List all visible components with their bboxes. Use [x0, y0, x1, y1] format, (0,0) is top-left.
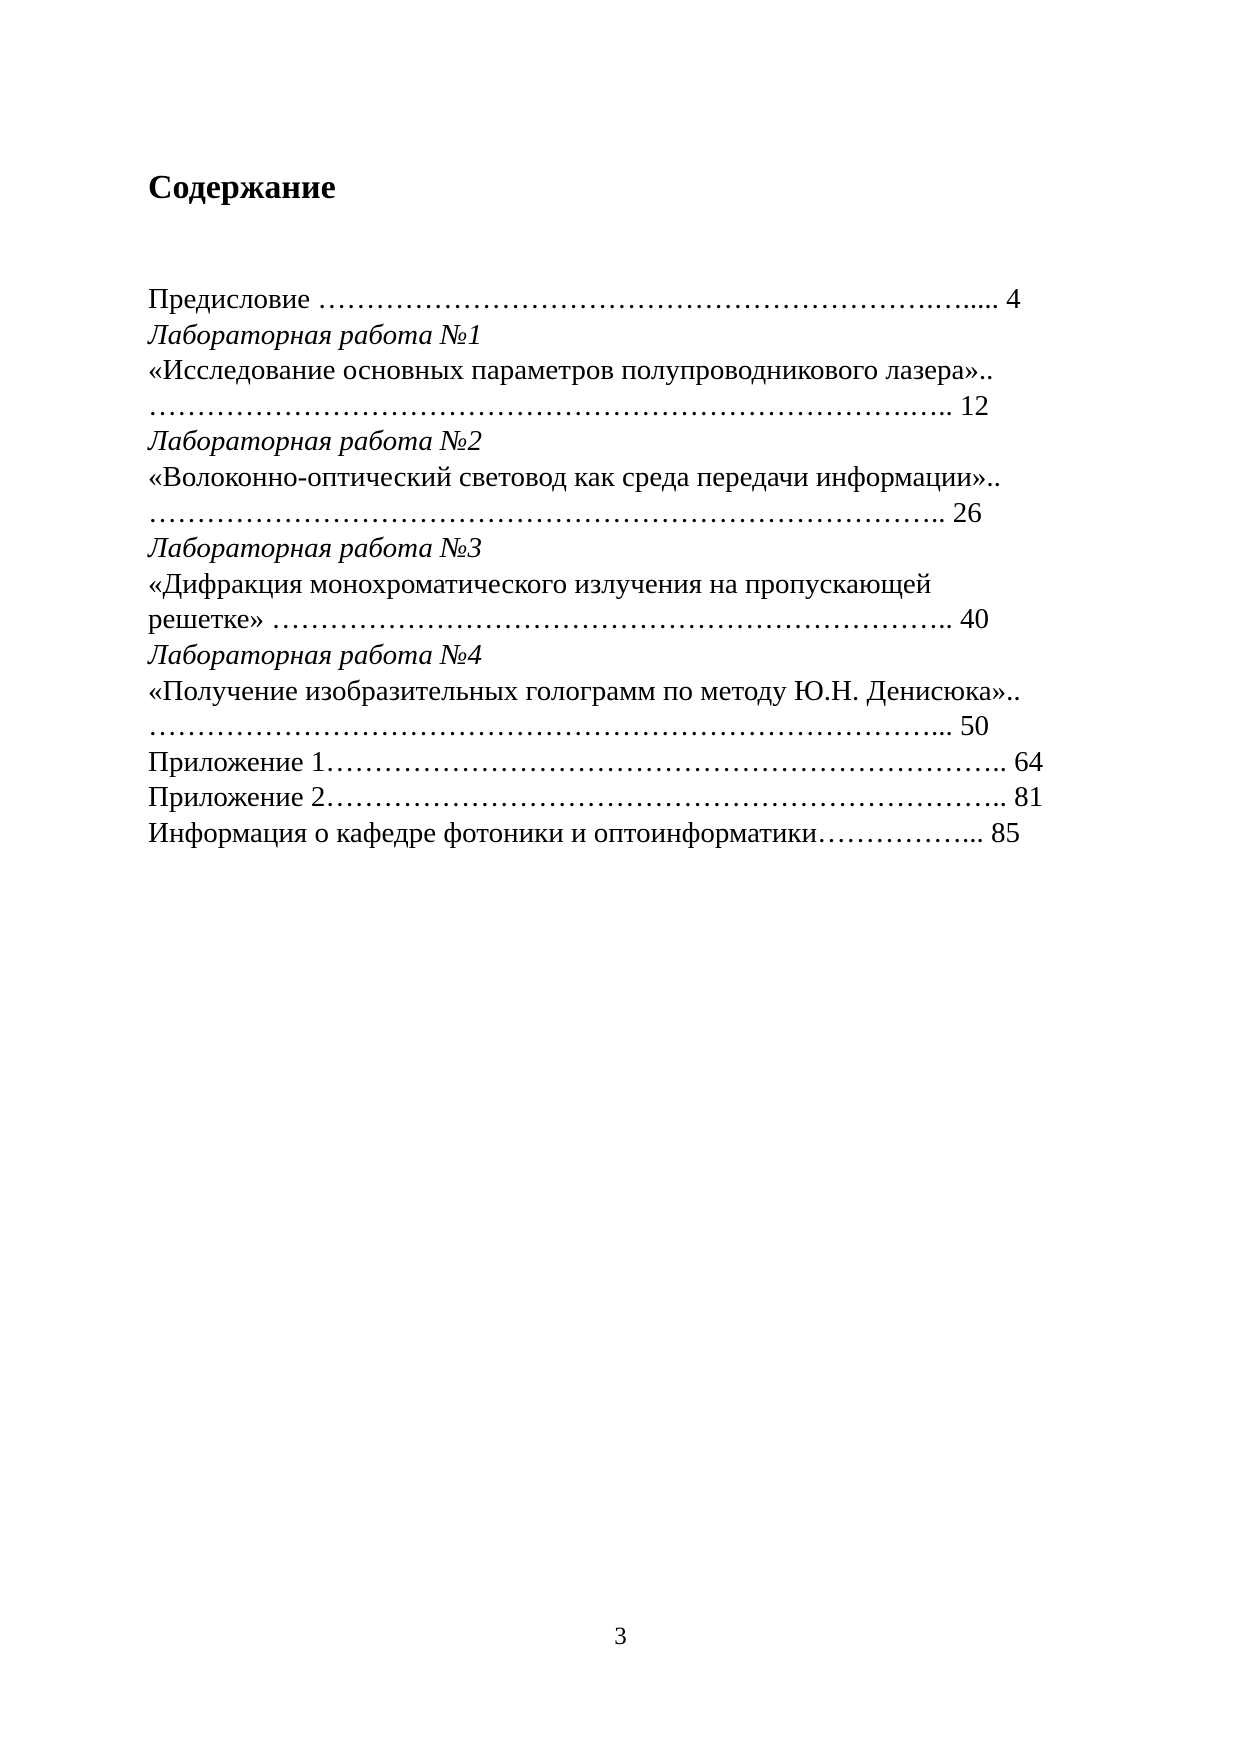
toc-lab-heading-2: Лабораторная работа №2 — [148, 425, 482, 458]
toc-lab-leader-3: решетке» …………………………………………………………….. 40 — [148, 603, 989, 636]
toc-lab-leader-4: ………………………………………………………………………... 50 — [148, 710, 989, 743]
toc-lab-heading-3: Лабораторная работа №3 — [148, 532, 482, 565]
page-number: 3 — [614, 1623, 627, 1650]
toc-entry-department-info: Информация о кафедре фотоники и оптоинформатики……………... 85 — [148, 816, 1021, 849]
toc-entry-appendix-1: Приложение 1…………………………………………………………….. 64 — [148, 745, 1044, 778]
toc-lab-heading-4: Лабораторная работа №4 — [148, 638, 482, 671]
toc-entry-preface: Предисловие ……………………………………………………….…..... 4 — [148, 283, 1021, 315]
toc-lab-title-3: «Дифракция монохроматического излучения на пропускающей — [148, 567, 932, 600]
toc-lab-title-4: «Получение изобразительных голограмм по методу Ю.Н. Денисюка».. — [148, 674, 1021, 707]
toc-lab-leader-2: ……………………………………………………………………….. 26 — [148, 496, 982, 529]
toc-lab-title-2: «Волоконно-оптический световод как среда передачи информации».. — [148, 460, 1001, 493]
page-title: Содержание — [148, 169, 336, 206]
toc-entry-appendix-2: Приложение 2…………………………………………………………….. 81 — [148, 781, 1044, 814]
table-of-contents — [148, 282, 1108, 852]
toc-lab-leader-1: …………………………………………………………………….….. 12 — [148, 389, 989, 422]
toc-lab-title-1: «Исследование основных параметров полупроводникового лазера».. — [148, 354, 994, 387]
toc-lab-heading-1: Лабораторная работа №1 — [148, 318, 482, 351]
